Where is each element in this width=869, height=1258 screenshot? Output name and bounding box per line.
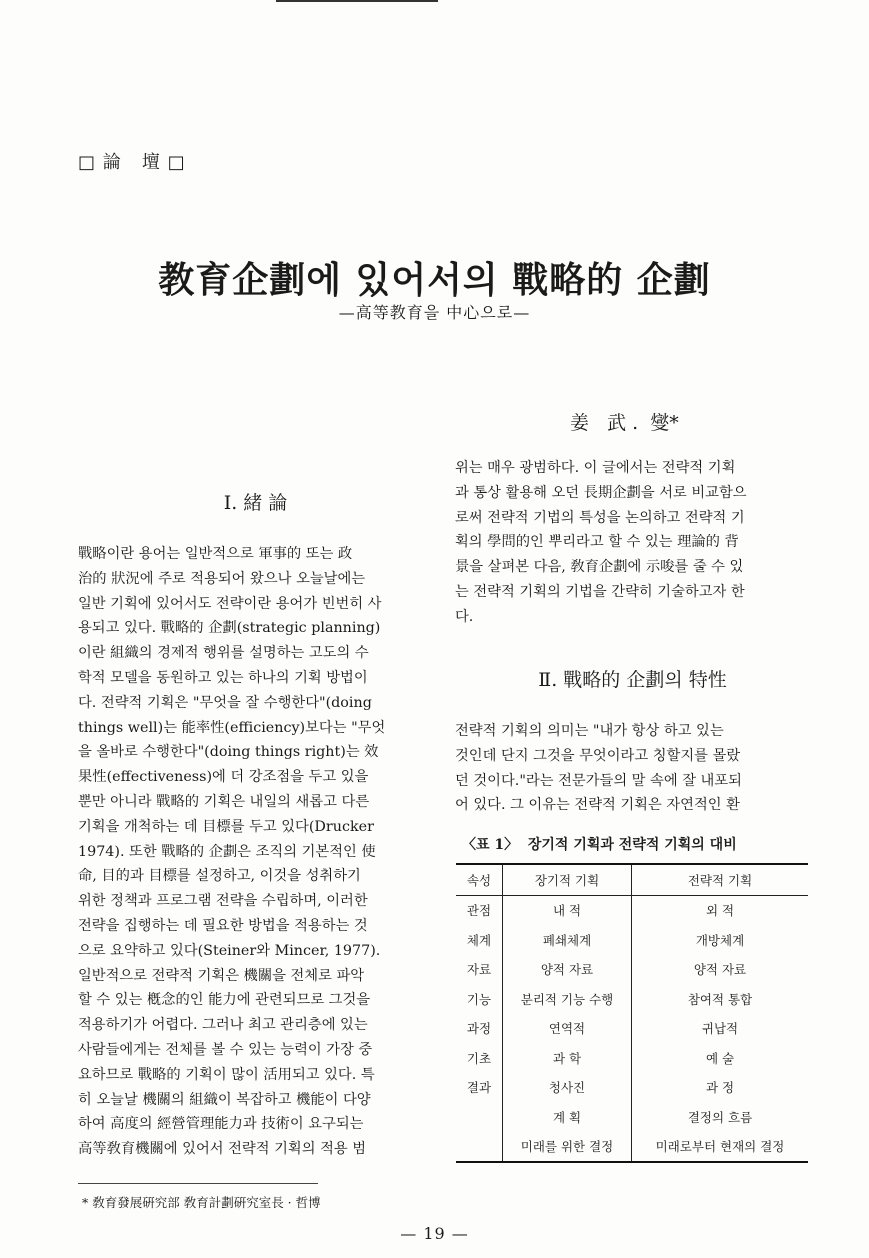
table-cell: 결정의 흐름 xyxy=(632,1102,809,1132)
table-header-cell: 장기적 기획 xyxy=(503,864,632,895)
table-cell: 계 획 xyxy=(503,1102,632,1132)
table-cell: 자료 xyxy=(466,962,492,978)
section-2-heading: Ⅱ. 戰略的 企劃의 特性 xyxy=(538,669,727,691)
section-tag: □ 論 壇 □ xyxy=(78,152,186,173)
table-cell: 미래로부터 현재의 결정 xyxy=(632,1132,809,1163)
table-cell: 결과 xyxy=(466,1080,492,1096)
table-cell: 연역적 xyxy=(503,1014,632,1044)
table-caption: 〈표 1〉 장기적 기획과 전략적 기획의 대비 xyxy=(462,837,737,853)
table-cell: 미래를 위한 결정 xyxy=(503,1132,632,1163)
table-cell: 참여적 통합 xyxy=(632,984,809,1014)
table-cell: 귀납적 xyxy=(632,1014,809,1044)
table-cell: 과정 xyxy=(466,1021,492,1037)
table-cell: 예 술 xyxy=(632,1043,809,1073)
section-1-heading: Ⅰ. 緒 論 xyxy=(223,492,288,514)
table-row xyxy=(456,1014,808,1044)
table-cell: 청사진 xyxy=(503,1073,632,1103)
table-header-row xyxy=(456,864,808,895)
section-2-body: 전략적 기획의 의미는 "내가 항상 하고 있는 것인데 단지 그것을 무엇이라고 칭할지를 몰랐 던 것이다."라는 전문가들의 말 속에 잘 내포되 어 있다. 그 이유는 전략적 기획은 자연적인 환 xyxy=(455,723,742,814)
page-number: — 19 — xyxy=(400,1224,469,1243)
author-name: 姜 武 . 燮* xyxy=(570,412,679,434)
table-row xyxy=(456,1132,808,1163)
table-cell: 내 적 xyxy=(503,895,632,925)
table-cell: 폐쇄체계 xyxy=(503,925,632,955)
section-1-body: 戰略이란 용어는 일반적으로 軍事的 또는 政 治的 狀況에 주로 적용되어 왔으나 오늘날에는 일반 기획에 있어서도 전략이란 용어가 빈번히 사 용되고 있다. 戰略的 企劃(strategic planning) 이란 組織의 경제적 행위를 설명하는 고도의 수 학적 모델을 동원하고 있는 하나의 기획 방법이 다. 전략적 기획은 "무엇을 잘 수행한다"(doing things well)는 能率性(efficiency)보다는 "무엇 을 올바로 수행한다"(doing things right)는 效 果性(effectiveness)에 더 강조점을 두고 있을 뿐만 아니라 戰略的 기획은 내일의 새롭고 다른 기획을 개척하는 데 目標를 두고 있다(Drucker 1974). 또한 戰略的 企劃은 조직의 기본적인 使 命, 目的과 目標를 설정하고, 이것을 성취하기 위한 정책과 프로그램 전략을 수립하며, 이러한 전략을 집행하는 데 필요한 방법을 적용하는 것 으로 요약하고 있다(Steiner와 Mincer, 1977). 일반적으로 전략적 기획은 機關을 전체로 파악 할 수 있는 槪念的인 能力에 관련되므로 그것을 적용하기가 어렵다. 그러나 최고 관리층에 있는 사람들에게는 전체를 볼 수 있는 능력이 가장 중 요하므로 戰略的 기획이 많이 活用되고 있다. 특 히 오늘날 機關의 組織이 복잡하고 機能이 다양 하여 高度의 經營管理能力과 技術이 요구되는 高等敎育機關에 있어서 전략적 기획의 적용 범 xyxy=(78,546,386,1158)
table-row xyxy=(456,1102,808,1132)
table-row xyxy=(456,984,808,1014)
table-row xyxy=(456,925,808,955)
table-header-cell: 속성 xyxy=(456,864,503,895)
table-cell: 기초 xyxy=(466,1050,492,1066)
table-cell: 과 정 xyxy=(632,1073,809,1103)
table-cell: 체계 xyxy=(466,932,492,948)
table-cell: 과 학 xyxy=(503,1043,632,1073)
comparison-table xyxy=(456,863,808,1163)
table-row xyxy=(456,895,808,925)
article-subtitle: —高等教育을 中心으로— xyxy=(338,303,531,322)
table-cell: 양적 자료 xyxy=(632,955,809,985)
table-cell: 양적 자료 xyxy=(503,955,632,985)
table-row xyxy=(456,1073,808,1103)
table-row xyxy=(456,955,808,985)
article-title: 教育企劃에 있어서의 戰略的 企劃 xyxy=(158,259,711,301)
table-cell xyxy=(456,1102,503,1132)
table-cell xyxy=(456,1132,503,1163)
section-1-continuation: 위는 매우 광범하다. 이 글에서는 전략적 기획 과 통상 활용해 오던 長期企劃을 서로 비교함으 로써 전략적 기법의 특성을 논의하고 전략적 기 획의 學問的인 뿌리라고 할 수 있는 理論的 背 景을 살펴본 다음, 敎育企劃에 示唆를 줄 수 있 는 전략적 기획의 기법을 간략히 기술하고자 한 다. xyxy=(455,460,747,625)
footnote-rule xyxy=(78,1183,318,1184)
table-row xyxy=(456,1043,808,1073)
table-cell: 기능 xyxy=(466,991,492,1007)
table-cell: 외 적 xyxy=(632,895,809,925)
table-cell: 분리적 기능 수행 xyxy=(503,984,632,1014)
footnote: * 敎育發展硏究部 敎育計劃硏究室長 · 哲博 xyxy=(82,1195,321,1210)
table-cell: 관점 xyxy=(466,903,492,919)
table-header-cell: 전략적 기획 xyxy=(632,864,809,895)
table-cell: 개방체계 xyxy=(632,925,809,955)
top-rule xyxy=(276,0,438,2)
